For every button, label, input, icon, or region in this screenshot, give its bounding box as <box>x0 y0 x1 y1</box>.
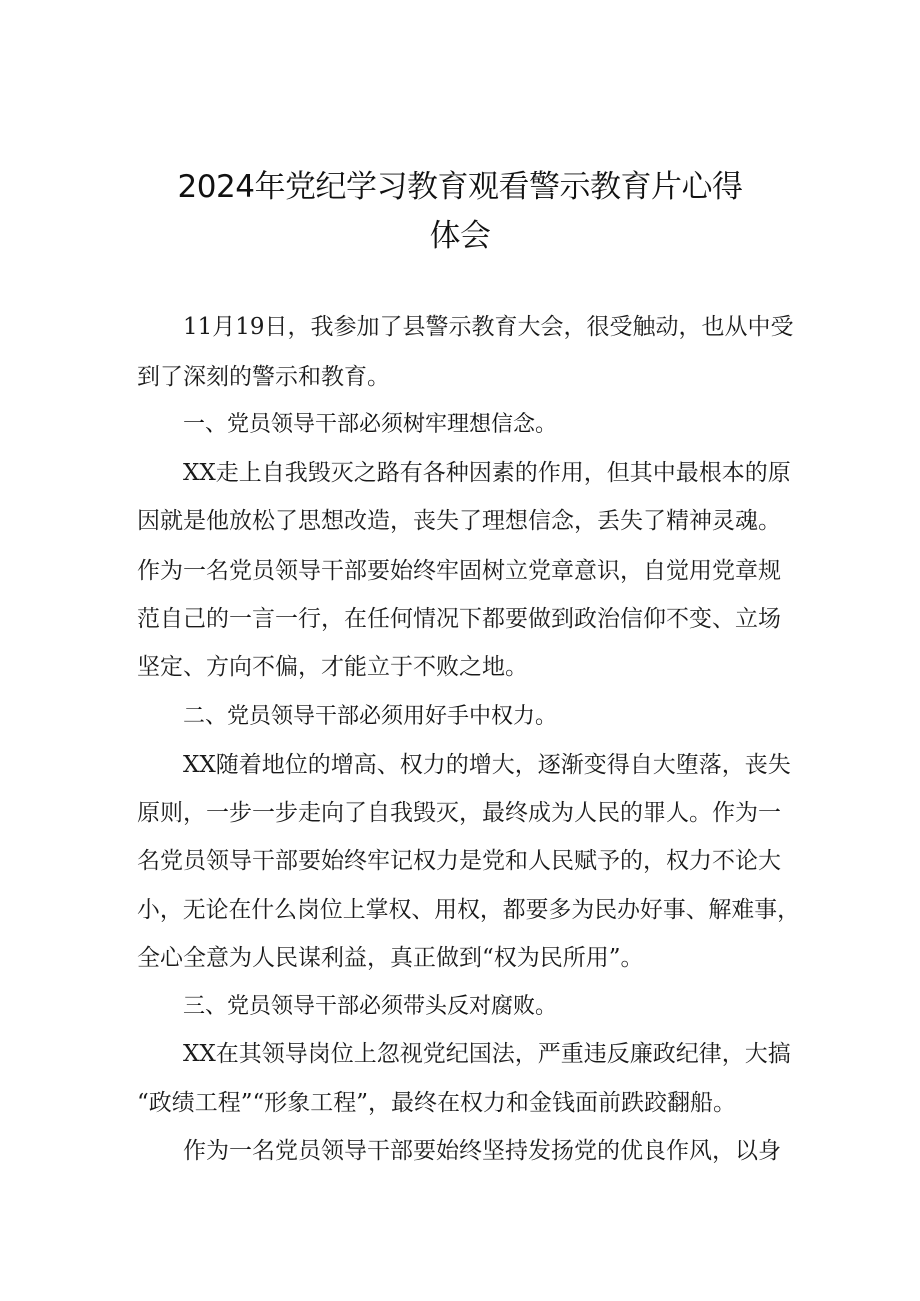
section-3-line: XX在其领导岗位上忽视党纪国法，严重违反廉政纪律，大搞 <box>183 1041 791 1067</box>
section-2-heading: 二、党员领导干部必须用好手中权力。 <box>183 704 558 729</box>
document-title-line-1: 2024年党纪学习教育观看警示教育片心得 <box>177 169 743 205</box>
section-1-line: 坚定、方向不偏，才能立于不败之地。 <box>137 654 528 680</box>
section-1-line: XX走上自我毁灭之路有各种因素的作用，但其中最根本的原 <box>183 460 791 486</box>
section-2-line: XX随着地位的增高、权力的增大，逐渐变得自大堕落，丧失 <box>183 752 791 778</box>
section-2-line: 原则，一步一步走向了自我毁灭，最终成为人民的罪人。作为一 <box>137 800 781 826</box>
section-1-line: 作为一名党员领导干部要始终牢固树立党章意识，自觉用党章规 <box>137 558 781 584</box>
section-1-heading: 一、党员领导干部必须树牢理想信念。 <box>183 412 558 437</box>
section-2-line: 名党员领导干部要始终牢记权力是党和人民赋予的，权力不论大 <box>137 848 781 874</box>
section-2-line: 小，无论在什么岗位上掌权、用权，都要多为民办好事、解难事， <box>137 897 800 923</box>
section-2-line: 全心全意为人民谋利益，真正做到“权为民所用”。 <box>137 945 644 971</box>
closing-line: 作为一名党员领导干部要始终坚持发扬党的优良作风，以身 <box>183 1138 781 1164</box>
section-3-heading: 三、党员领导干部必须带头反对腐败。 <box>183 994 558 1019</box>
section-3-line: “政绩工程”“形象工程”，最终在权力和金钱面前跌跤翻船。 <box>137 1090 737 1116</box>
section-1-line: 因就是他放松了思想改造，丧失了理想信念，丢失了精神灵魂。 <box>137 508 781 534</box>
intro-line: 11月19日，我参加了县警示教育大会，很受触动，也从中受 <box>183 314 794 340</box>
document-title-line-2: 体会 <box>429 218 491 254</box>
intro-line: 到了深刻的警示和教育。 <box>137 364 390 390</box>
section-1-line: 范自己的一言一行，在任何情况下都要做到政治信仰不变、立场 <box>137 606 781 632</box>
